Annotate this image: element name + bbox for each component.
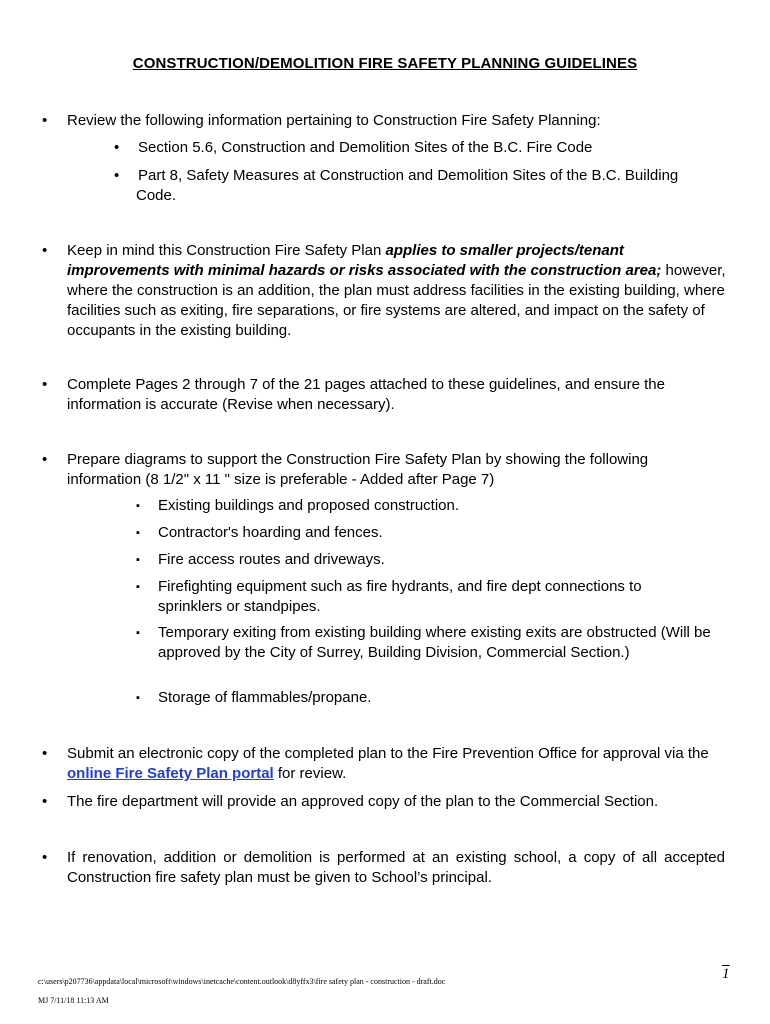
diagram-item-access-routes: Fire access routes and driveways. (158, 551, 385, 568)
bullet-icon: • (42, 793, 48, 810)
bullet-icon: • (42, 376, 48, 393)
page-number: 1 (722, 966, 730, 982)
bullet-icon: • (114, 167, 120, 184)
item-prepare-diagrams: Prepare diagrams to support the Construction Fire Safety Plan by showing the following information (8 1/2" x 11 " size is preferable - Added after Page 7) (67, 451, 649, 488)
bullet-icon: • (42, 112, 48, 129)
bullet-icon: • (114, 139, 120, 156)
page-title: CONSTRUCTION/DEMOLITION FIRE SAFETY PLANNING GUIDELINES (132, 55, 638, 72)
square-bullet-icon: ▪ (136, 500, 140, 512)
plan-scope-text-before: Keep in mind this Construction Fire Safety Plan (67, 242, 386, 259)
item-school-renovation: If renovation, addition or demolition is performed at an existing school, a copy of all accepted Construction fire safety plan must be given to School’s principal. (67, 849, 725, 886)
item-submit-electronic-copy (67, 744, 732, 784)
fire-safety-plan-portal-link[interactable]: online Fire Safety Plan portal (67, 765, 274, 782)
item-complete-pages: Complete Pages 2 through 7 of the 21 pages attached to these guidelines, and ensure the information is accurate (Revise when necessary). (67, 376, 665, 413)
item-review-info: Review the following information pertaining to Construction Fire Safety Planning: (67, 112, 601, 129)
diagram-item-buildings: Existing buildings and proposed construction. (158, 497, 460, 514)
square-bullet-icon: ▪ (136, 692, 140, 704)
plan-scope-text-after: however, where the construction is an addition, the plan must address facilities in the existing building, where facilities such as exiting, fire separations, or fire systems are altered, and impact on the safety of occupants in the existing building. (67, 262, 726, 339)
diagram-item-firefighting-equipment: Firefighting equipment such as fire hydrants, and fire dept connections to sprinklers or standpipes. (158, 578, 642, 615)
square-bullet-icon: ▪ (136, 554, 140, 566)
plan-scope-emphasis: applies to smaller projects/tenant improvements with minimal hazards or risks associated with the construction area; (67, 242, 662, 279)
item-plan-scope (67, 241, 727, 341)
subitem-fire-code: Section 5.6, Construction and Demolition Sites of the B.C. Fire Code (138, 139, 593, 156)
subitem-building-code: Part 8, Safety Measures at Construction and Demolition Sites of the B.C. Building Code. (136, 167, 679, 204)
diagram-item-flammables: Storage of flammables/propane. (158, 689, 372, 706)
diagram-item-temporary-exiting: Temporary exiting from existing building where existing exits are obstructed (Will be approved by the City of Surrey, Building Division, Commercial Section.) (158, 624, 711, 661)
square-bullet-icon: ▪ (136, 527, 140, 539)
square-bullet-icon: ▪ (136, 627, 140, 639)
bullet-icon: • (42, 451, 48, 468)
bullet-icon: • (42, 849, 48, 866)
bullet-icon: • (42, 745, 48, 762)
bullet-icon: • (42, 242, 48, 259)
footer-file-path: c:\users\p207736\appdata\local\microsoft\windows\inetcache\content.outlook\d8yffx3\fire safety plan - construction - draft.doc (38, 977, 446, 986)
square-bullet-icon: ▪ (136, 581, 140, 593)
diagram-item-hoarding: Contractor's hoarding and fences. (158, 524, 383, 541)
submit-text-after: for review. (273, 765, 347, 782)
submit-text-before: Submit an electronic copy of the completed plan to the Fire Prevention Office for approval via the (67, 745, 709, 762)
item-approved-copy: The fire department will provide an approved copy of the plan to the Commercial Section. (67, 793, 659, 810)
footer-stamp: MJ 7/11/18 11:13 AM (38, 996, 109, 1005)
